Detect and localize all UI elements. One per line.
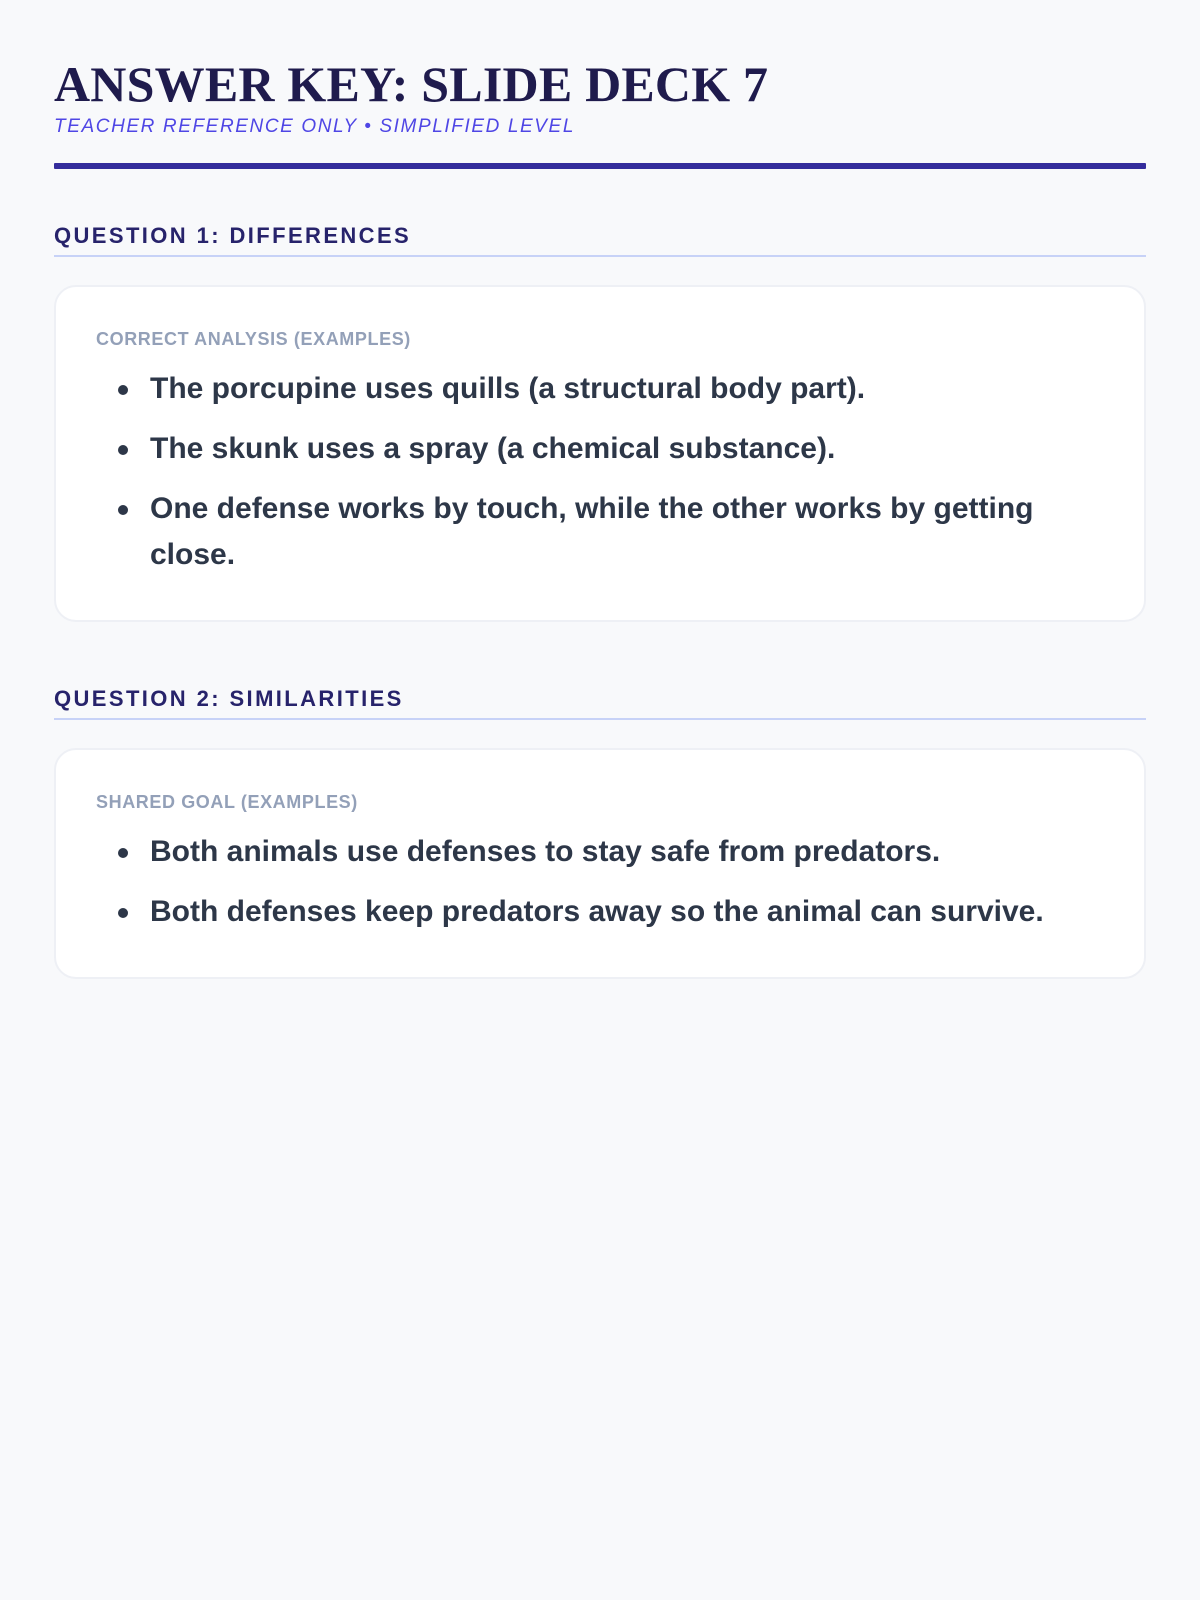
list-item xyxy=(96,486,1104,578)
page-title: ANSWER KEY: SLIDE DECK 7 xyxy=(54,56,769,112)
list-item-text: The porcupine uses quills (a structural body part). xyxy=(150,372,866,405)
card-label: SHARED GOAL (EXAMPLES) xyxy=(96,792,358,812)
answer-list xyxy=(96,829,1104,935)
bullet-icon xyxy=(118,848,128,858)
list-item-text: Both defenses keep predators away so the animal can survive. xyxy=(150,895,1044,928)
list-item-text: One defense works by touch, while the other works by getting close. xyxy=(150,492,1034,571)
header-divider xyxy=(54,163,1146,169)
bullet-icon xyxy=(118,385,128,395)
bullet-icon xyxy=(118,908,128,918)
list-item xyxy=(96,366,1104,412)
list-item-text: Both animals use defenses to stay safe from predators. xyxy=(150,835,941,868)
section-question-2 xyxy=(54,686,1146,979)
section-heading: QUESTION 2: SIMILARITIES xyxy=(54,686,1146,720)
list-item-text: The skunk uses a spray (a chemical substance). xyxy=(150,432,836,465)
list-item xyxy=(96,889,1104,935)
page-header xyxy=(54,0,1146,169)
bullet-icon xyxy=(118,505,128,515)
list-item xyxy=(96,426,1104,472)
page-subtitle: TEACHER REFERENCE ONLY • SIMPLIFIED LEVEL xyxy=(54,116,575,137)
list-item xyxy=(96,829,1104,875)
section-question-1 xyxy=(54,223,1146,622)
section-heading: QUESTION 1: DIFFERENCES xyxy=(54,223,1146,257)
answer-list xyxy=(96,366,1104,578)
answer-card xyxy=(54,285,1146,622)
bullet-icon xyxy=(118,445,128,455)
answer-card xyxy=(54,748,1146,979)
card-label: CORRECT ANALYSIS (EXAMPLES) xyxy=(96,329,411,349)
